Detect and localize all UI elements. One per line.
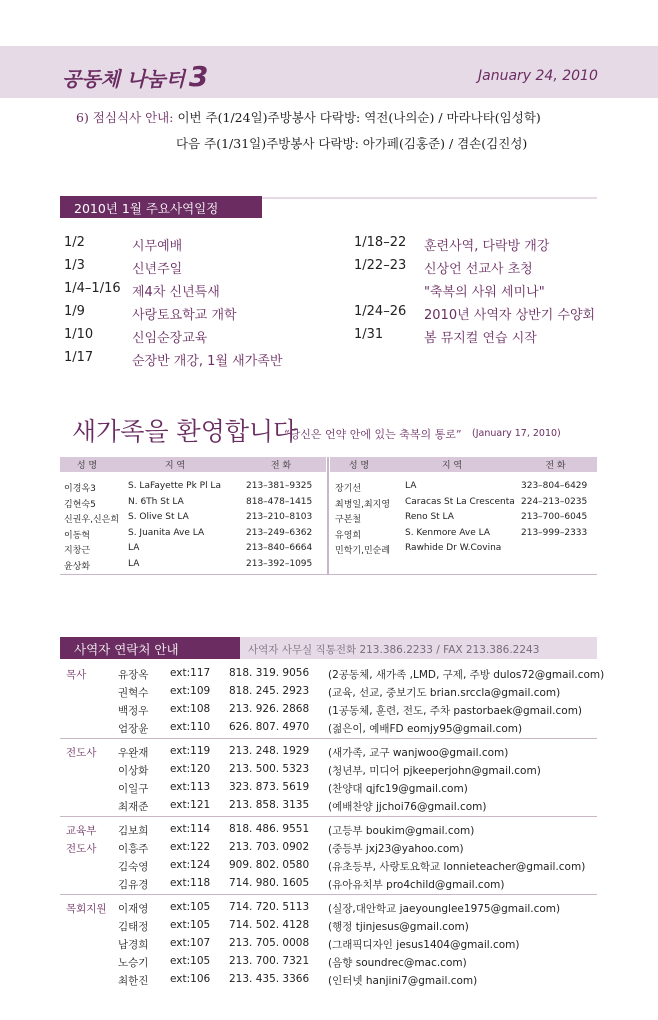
schedule-event: 사랑토요학교 개학 <box>132 308 237 323</box>
staff-group-label: 목회지원 <box>66 903 107 915</box>
staff-name: 노승기 <box>118 957 149 969</box>
schedule-event: 신년주일 <box>132 262 183 277</box>
header-area-right: 지 역 <box>441 461 463 471</box>
table-divider <box>327 457 329 574</box>
newcomer-phone: 224–213–0235 <box>521 496 588 507</box>
staff-ext: ext:118 <box>170 877 211 889</box>
staff-name: 이흥주 <box>118 843 149 855</box>
staff-note: (1공동체, 훈련, 전도, 주차 pastorbaek@gmail.com) <box>328 705 583 717</box>
header-phone-left: 전 화 <box>270 461 292 471</box>
table-bottom-rule <box>60 574 597 575</box>
staff-ext: ext:120 <box>170 763 211 775</box>
lunch-label: 6) 점심식사 안내: <box>76 110 174 125</box>
staff-name: 최한진 <box>118 975 149 987</box>
newcomer-area: LA <box>405 481 417 491</box>
staff-group-divider <box>60 894 597 895</box>
staff-ext: ext:113 <box>170 781 211 793</box>
newcomer-area: Reno St LA <box>405 512 454 522</box>
staff-name: 백정우 <box>118 705 149 717</box>
newcomer-phone: 323–804–6429 <box>521 481 588 491</box>
staff-ext: ext:109 <box>170 685 211 697</box>
staff-ext: ext:119 <box>170 745 211 757</box>
newcomer-name: 민학기,민순례 <box>335 546 391 556</box>
staff-group-label: 전도사 <box>66 747 97 759</box>
newcomer-name: 최병일,최지영 <box>335 499 391 510</box>
schedule-date: 1/17 <box>64 350 94 365</box>
staff-name: 엄장윤 <box>118 723 149 735</box>
schedule-event: 훈련사역, 다락방 개강 <box>424 239 550 254</box>
schedule-date: 1/22–23 <box>354 258 407 273</box>
newcomer-name: 이경옥3 <box>64 484 96 494</box>
newcomer-name: 유영희 <box>335 530 362 541</box>
newcomer-phone: 213–700–6045 <box>521 512 588 522</box>
staff-phone: 213. 248. 1929 <box>229 745 310 757</box>
newcomer-name: 신권우,신은희 <box>64 515 120 525</box>
staff-note: (청년부, 미디어 pjkeeperjohn@gmail.com) <box>328 765 541 777</box>
staff-phone: 714. 502. 4128 <box>229 919 310 931</box>
schedule-date: 1/24–26 <box>354 304 407 319</box>
staff-phone: 818. 319. 9056 <box>229 667 310 679</box>
newcomer-name: 윤상화 <box>64 561 91 572</box>
lunch-line-1 <box>76 108 541 126</box>
welcome-title: 새가족을 환영합니다 <box>72 417 298 446</box>
staff-phone: 213. 926. 2868 <box>229 703 310 715</box>
staff-note: (예배찬양 jjchoi76@gmail.com) <box>328 801 487 813</box>
staff-ext: ext:105 <box>170 919 211 931</box>
staff-phone: 714. 980. 1605 <box>229 877 310 889</box>
welcome-subtitle: “당신은 언약 안에 있는 축복의 통로” <box>284 428 462 441</box>
schedule-event: 제4차 신년특새 <box>132 285 220 300</box>
staff-phone: 213. 705. 0008 <box>229 937 310 949</box>
newcomer-phone: 213–840–6664 <box>246 543 313 553</box>
newcomer-area: S. LaFayette Pk Pl La <box>128 481 221 491</box>
newcomer-phone: 213–210–8103 <box>246 512 313 522</box>
staff-ext: ext:107 <box>170 937 211 949</box>
staff-note: (음향 soundrec@mac.com) <box>328 957 467 969</box>
staff-phone: 213. 435. 3366 <box>229 973 310 985</box>
staff-name: 김보희 <box>118 825 149 837</box>
staff-name: 권혁수 <box>118 687 149 699</box>
issue-date: January 24, 2010 <box>478 68 598 84</box>
header-area-left: 지 역 <box>164 461 186 471</box>
newcomer-phone: 213–999–2333 <box>521 527 588 538</box>
newcomer-area: Caracas St La Crescenta <box>405 496 515 507</box>
staff-ext: ext:105 <box>170 901 211 913</box>
staff-ext: ext:106 <box>170 973 211 985</box>
staff-ext: ext:122 <box>170 841 211 853</box>
staff-name: 김유경 <box>118 879 149 891</box>
newcomer-name: 지창근 <box>64 546 91 556</box>
schedule-event: 신임순장교육 <box>132 331 208 346</box>
staff-note: (교육, 선교, 중보기도 brian.srccla@gmail.com) <box>328 687 561 699</box>
schedule-event: "축복의 사워 세미나" <box>424 285 545 300</box>
section-title: 공동체 나눔터 <box>62 67 185 91</box>
staff-group-label: 목사 <box>66 669 87 681</box>
newcomer-phone: 213–381–9325 <box>246 481 313 491</box>
schedule-event: 순장반 개강, 1월 새가족반 <box>132 354 283 369</box>
lunch-text-1: 이번 주(1/24일)주방봉사 다락방: 역전(나의순) / 마라나타(임성학) <box>177 110 541 125</box>
header-name-right: 성 명 <box>348 461 370 471</box>
staff-note: (2공동체, 새가족 ,LMD, 구제, 주방 dulos72@gmail.com) <box>328 669 605 681</box>
newcomer-phone: 213–392–1095 <box>246 558 313 569</box>
staff-name: 이일구 <box>118 783 149 795</box>
staff-phone: 714. 720. 5113 <box>229 901 310 913</box>
staff-name: 남경희 <box>118 939 149 951</box>
staff-phone: 323. 873. 5619 <box>229 781 310 793</box>
staff-group-label: 전도사 <box>66 843 97 855</box>
staff-ext: ext:110 <box>170 721 211 733</box>
staff-ext: ext:117 <box>170 667 211 679</box>
staff-group-divider <box>60 816 597 817</box>
welcome-date: (January 17, 2010) <box>472 428 561 439</box>
schedule-event: 신상언 선교사 초청 <box>424 262 533 277</box>
schedule-event: 2010년 사역자 상반기 수양회 <box>424 308 596 323</box>
page-title <box>62 60 208 93</box>
newcomer-phone: 818–478–1415 <box>246 496 313 507</box>
schedule-date: 1/4–1/16 <box>64 281 121 296</box>
newcomer-area: S. Juanita Ave LA <box>128 527 205 538</box>
lunch-text-2: 다음 주(1/31일)주방봉사 다락방: 아가페(김홍준) / 겸손(김진성) <box>176 136 528 151</box>
newcomer-area: N. 6Th St LA <box>128 496 184 507</box>
staff-name: 최재준 <box>118 801 149 813</box>
schedule-date: 1/18–22 <box>354 235 407 250</box>
schedule-title: 2010년 1월 주요사역일정 <box>74 201 219 216</box>
staff-phone: 213. 700. 7321 <box>229 955 310 967</box>
schedule-event: 시무예배 <box>132 239 183 254</box>
header-phone-right: 전 화 <box>545 461 566 471</box>
schedule-date: 1/10 <box>64 327 94 342</box>
staff-name: 우완재 <box>118 747 149 759</box>
staff-title: 사역자 연락처 안내 <box>74 642 179 657</box>
staff-note: (행정 tjinjesus@gmail.com) <box>328 921 469 933</box>
staff-note: (유아유치부 pro4child@gmail.com) <box>328 879 505 891</box>
staff-note: (중등부 jxj23@yahoo.com) <box>328 843 464 855</box>
staff-ext: ext:121 <box>170 799 211 811</box>
staff-phone: 909. 802. 0580 <box>229 859 310 871</box>
staff-name: 이재영 <box>118 903 149 915</box>
newcomer-name: 장기선 <box>335 484 362 494</box>
schedule-event: 봄 뮤지컬 연습 시작 <box>424 331 537 346</box>
staff-name: 김숙영 <box>118 861 149 873</box>
staff-phone: 213. 858. 3135 <box>229 799 310 811</box>
page-number: 3 <box>188 60 209 93</box>
header-name-left: 성 명 <box>76 461 98 471</box>
staff-name: 유장옥 <box>118 669 149 681</box>
newcomer-name: 김현숙5 <box>64 499 96 510</box>
schedule-date: 1/31 <box>354 327 384 342</box>
staff-ext: ext:114 <box>170 823 211 835</box>
office-phone: 사역자 사무실 직통전화 213.386.2233 / FAX 213.386.2243 <box>248 644 540 656</box>
newcomer-area: LA <box>128 558 140 569</box>
staff-name: 김태정 <box>118 921 149 933</box>
staff-note: (새가족, 교구 wanjwoo@gmail.com) <box>328 747 509 759</box>
staff-note: (찬양대 qjfc19@gmail.com) <box>328 783 468 795</box>
newcomer-area: Rawhide Dr W.Covina <box>405 543 502 553</box>
staff-name: 이상화 <box>118 765 149 777</box>
staff-phone: 626. 807. 4970 <box>229 721 310 733</box>
newcomer-area: S. Kenmore Ave LA <box>405 527 491 538</box>
staff-phone: 213. 500. 5323 <box>229 763 310 775</box>
newcomer-phone: 213–249–6362 <box>246 527 313 538</box>
staff-note: (고등부 boukim@gmail.com) <box>328 825 475 837</box>
staff-note: (그래픽디자인 jesus1404@gmail.com) <box>328 939 520 951</box>
schedule-date: 1/3 <box>64 258 85 273</box>
staff-note: (인터넷 hanjini7@gmail.com) <box>328 975 478 987</box>
staff-phone: 213. 703. 0902 <box>229 841 310 853</box>
staff-ext: ext:108 <box>170 703 211 715</box>
staff-group-label: 교육부 <box>66 825 97 837</box>
staff-note: (실장,대안학교 jaeyounglee1975@gmail.com) <box>328 903 561 915</box>
staff-group-divider <box>60 738 597 739</box>
staff-note: (유초등부, 사랑토요학교 lonnieteacher@gmail.com) <box>328 861 586 873</box>
schedule-date: 1/9 <box>64 304 85 319</box>
newcomer-area: S. Olive St LA <box>128 512 189 522</box>
schedule-date: 1/2 <box>64 235 85 250</box>
staff-phone: 818. 486. 9551 <box>229 823 310 835</box>
staff-ext: ext:105 <box>170 955 211 967</box>
newcomer-name: 이동혁 <box>64 530 91 541</box>
staff-note: (젊은이, 예배FD eomjy95@gmail.com) <box>328 723 523 735</box>
newcomer-area: LA <box>128 543 140 553</box>
newcomer-name: 구본철 <box>335 515 362 525</box>
staff-phone: 818. 245. 2923 <box>229 685 310 697</box>
staff-ext: ext:124 <box>170 859 211 871</box>
